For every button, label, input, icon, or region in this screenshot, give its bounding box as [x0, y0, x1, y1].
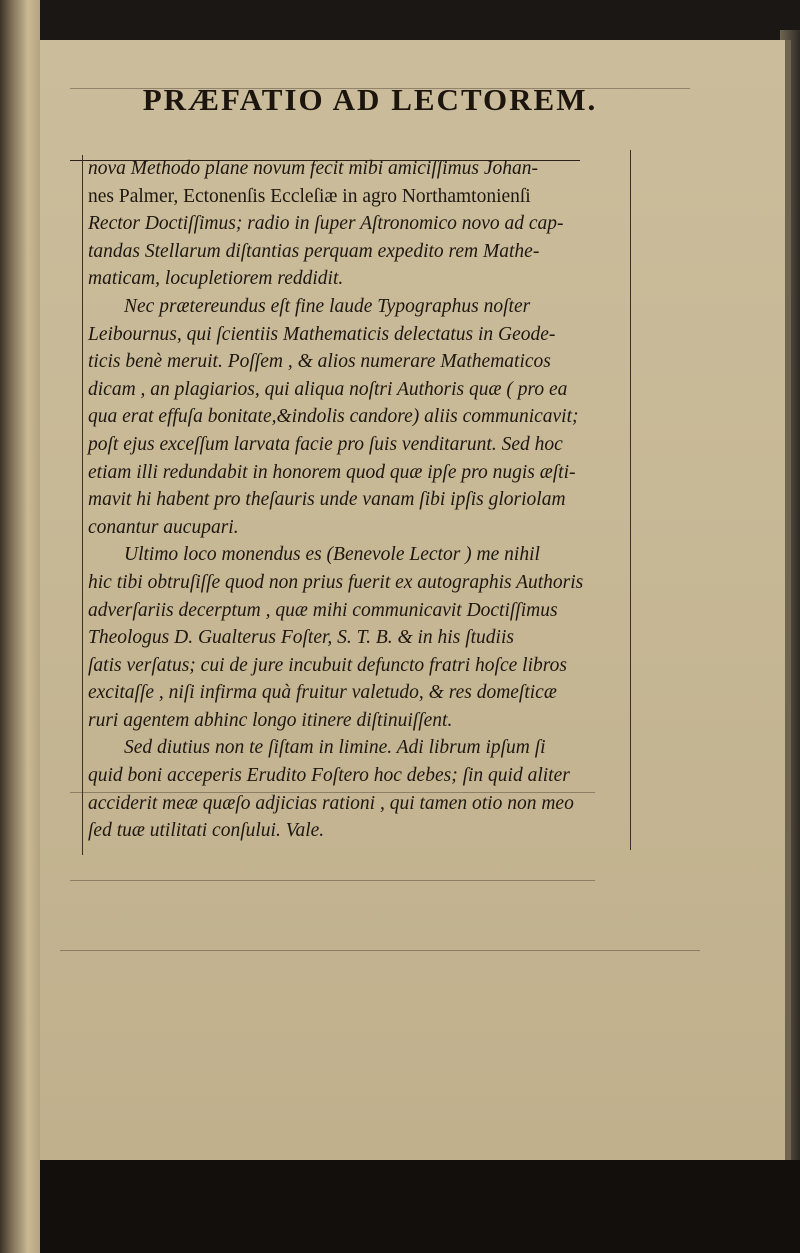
page-heading: PRÆFATIO AD LECTOREM. — [142, 82, 598, 117]
text-line: hic tibi obtruſiſſe quod non prius fuerit ex autographis Authoris — [88, 571, 584, 593]
text-line: Nec prætereundus eſt fine laude Typographus noſter — [124, 295, 531, 317]
text-line: mavit hi habent pro theſauris unde vanam ſibi ipſis gloriolam — [88, 489, 566, 511]
text-line: quid boni acceperis Erudito Foſtero hoc debes; ſin quid aliter — [88, 765, 570, 787]
bottom-shadow — [40, 1160, 800, 1253]
text-line: conantur aucupari. — [88, 516, 239, 538]
ruled-line-3 — [60, 950, 700, 951]
text-line: Ultimo loco monendus es (Benevole Lector ) me nihil — [124, 544, 540, 566]
text-line: Leibournus, qui ſcientiis Mathematicis delectatus in Geode- — [88, 323, 556, 345]
text-line: ſatis verſatus; cui de jure incubuit defuncto fratri hoſce libros — [88, 654, 567, 676]
text-line: tandas Stellarum diſtantias perquam expedito rem Mathe- — [88, 240, 540, 262]
text-line: excitaſſe , niſi infirma quà fruitur valetudo, & res domeſticæ — [88, 682, 557, 704]
text-line: etiam illi redundabit in honorem quod quæ ipſe pro nugis æſti- — [88, 461, 576, 483]
text-line: nes Palmer, Ectonenſis Eccleſiæ in agro Northamtonienſi — [88, 185, 531, 207]
text-line: adverſariis decerptum , quæ mihi communicavit Doctiſſimus — [88, 599, 558, 621]
text-line: nova Methodo plane novum fecit mibi amiciſſimus Johan- — [88, 158, 539, 179]
text-line: poſt ejus exceſſum larvata facie pro ſuis venditarunt. Sed hoc — [88, 433, 563, 455]
text-line: Sed diutius non te ſiſtam in limine. Adi librum ipſum ſi — [124, 737, 546, 759]
text-line: Theologus D. Gualterus Foſter, S. T. B. & in his ſtudiis — [88, 627, 514, 649]
text-line: dicam , an plagiarios, qui aliqua noſtri Authoris quæ ( pro ea — [88, 378, 568, 400]
text-line: ſed tuæ utilitati conſului. Vale. — [88, 820, 325, 842]
text-line: ticis benè meruit. Poſſem , & alios numerare Mathematicos — [88, 351, 551, 373]
text-line: qua erat effuſa bonitate,&indolis candore) aliis communicavit; — [88, 406, 579, 428]
text-line: Rector Doctiſſimus; radio in ſuper Aſtronomico novo ad cap- — [88, 213, 564, 235]
text-frame-left — [82, 155, 84, 855]
text-line: acciderit meæ quæſo adjicias rationi , qui tamen otio non meo — [88, 792, 574, 814]
text-line: maticam, locupletiorem reddidit. — [88, 268, 344, 290]
body-text — [88, 155, 623, 845]
ruled-line-2 — [70, 880, 595, 881]
text-frame-right — [630, 150, 632, 850]
text-line: ruri agentem abhinc longo itinere diſtinuiſſent. — [88, 709, 453, 731]
previous-page-edge — [0, 0, 40, 1253]
